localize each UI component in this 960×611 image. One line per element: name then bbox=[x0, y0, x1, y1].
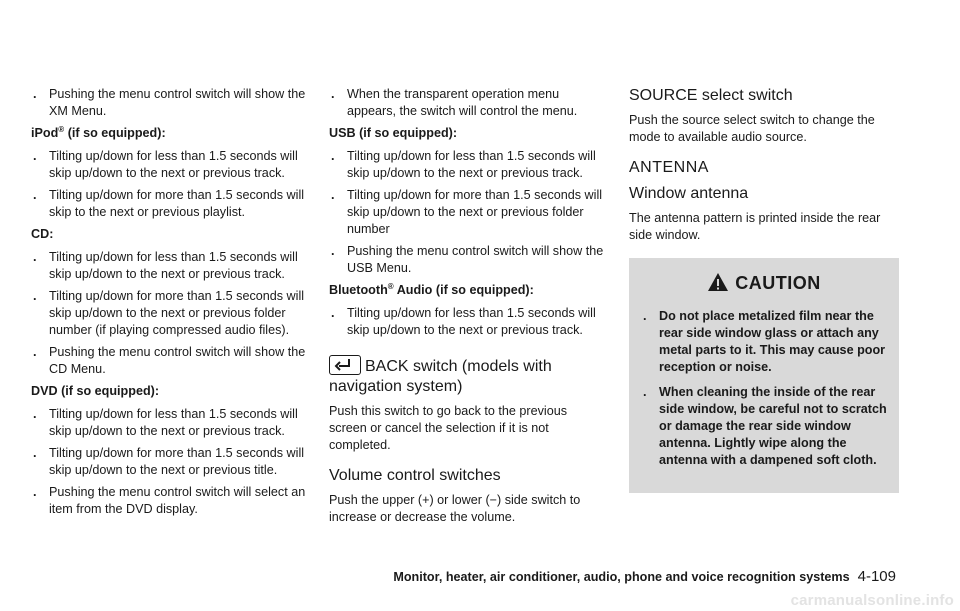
back-switch-text: Push this switch to go back to the previous screen or cancel the selection if it is not completed. bbox=[329, 404, 568, 452]
list-item: . Tilting up/down for less than 1.5 seconds will skip up/down to the next or previous track. bbox=[33, 250, 298, 281]
antenna-heading: ANTENNA bbox=[629, 159, 709, 176]
caution-title: CAUTION bbox=[641, 272, 887, 292]
list-item: . Pushing the menu control switch will show the XM Menu. bbox=[33, 87, 306, 118]
volume-heading: Volume control switches bbox=[329, 467, 501, 484]
volume-text: Push the upper (+) or lower (−) side switch to increase or decrease the volume. bbox=[329, 493, 581, 524]
page-footer bbox=[393, 568, 896, 585]
list-item: . Pushing the menu control switch will show the USB Menu. bbox=[331, 244, 604, 275]
list-item: . Tilting up/down for less than 1.5 seconds will skip up/down to the next or previous track. bbox=[331, 306, 596, 337]
list-item: . Pushing the menu control switch will show the CD Menu. bbox=[33, 345, 306, 376]
list-item: . Tilting up/down for less than 1.5 seconds will skip up/down to the next or previous track. bbox=[33, 149, 298, 180]
back-switch-heading: BACK switch (models with navigation system) bbox=[329, 355, 605, 397]
caution-item: . Do not place metalized film near the rear side window glass or attach any metal parts to it. This may cause poor reception or noise. bbox=[643, 309, 886, 374]
column-left bbox=[31, 86, 322, 523]
list-item: . Tilting up/down for more than 1.5 seconds will skip up/down to the next or previous title. bbox=[33, 446, 305, 477]
list-item: . Tilting up/down for more than 1.5 seconds will skip up/down to the next or previous folder number (if playing compressed audio files). bbox=[33, 289, 305, 337]
back-arrow-icon bbox=[329, 355, 361, 375]
window-antenna-heading: Window antenna bbox=[629, 185, 749, 202]
window-antenna-text: The antenna pattern is printed inside the rear side window. bbox=[629, 211, 881, 242]
list-item: . When the transparent operation menu appears, the switch will control the menu. bbox=[331, 87, 578, 118]
warning-icon bbox=[707, 272, 729, 292]
list-item: . Tilting up/down for more than 1.5 seconds will skip to the next or previous playlist. bbox=[33, 188, 305, 219]
usb-subheading: USB (if so equipped): bbox=[329, 126, 458, 140]
list-item: . Tilting up/down for less than 1.5 seconds will skip up/down to the next or previous track. bbox=[33, 407, 298, 438]
watermark: carmanualsonline.info bbox=[790, 592, 954, 609]
source-text: Push the source select switch to change the mode to available audio source. bbox=[629, 113, 875, 144]
dvd-subheading: DVD (if so equipped): bbox=[31, 384, 160, 398]
ipod-subheading: iPod® (if so equipped): bbox=[31, 124, 166, 140]
bluetooth-subheading: Bluetooth® Audio (if so equipped): bbox=[329, 281, 534, 297]
cd-subheading: CD: bbox=[31, 227, 54, 241]
caution-item: . When cleaning the inside of the rear side window, be careful not to scratch or damage the rear side window antenna. Lightly wipe along the antenna with a dampened soft cloth. bbox=[643, 385, 887, 467]
list-item: . Tilting up/down for more than 1.5 seconds will skip up/down to the next or previous folder number bbox=[331, 188, 603, 236]
column-middle bbox=[329, 86, 605, 532]
caution-box bbox=[629, 258, 899, 493]
footer-section-title: Monitor, heater, air conditioner, audio, phone and voice recognition systems bbox=[393, 570, 850, 584]
list-item: . Tilting up/down for less than 1.5 seconds will skip up/down to the next or previous track. bbox=[331, 149, 596, 180]
list-item: . Pushing the menu control switch will select an item from the DVD display. bbox=[33, 485, 306, 516]
source-heading: SOURCE select switch bbox=[629, 87, 793, 104]
page-number: 4-109 bbox=[857, 568, 896, 585]
column-right bbox=[629, 86, 899, 493]
